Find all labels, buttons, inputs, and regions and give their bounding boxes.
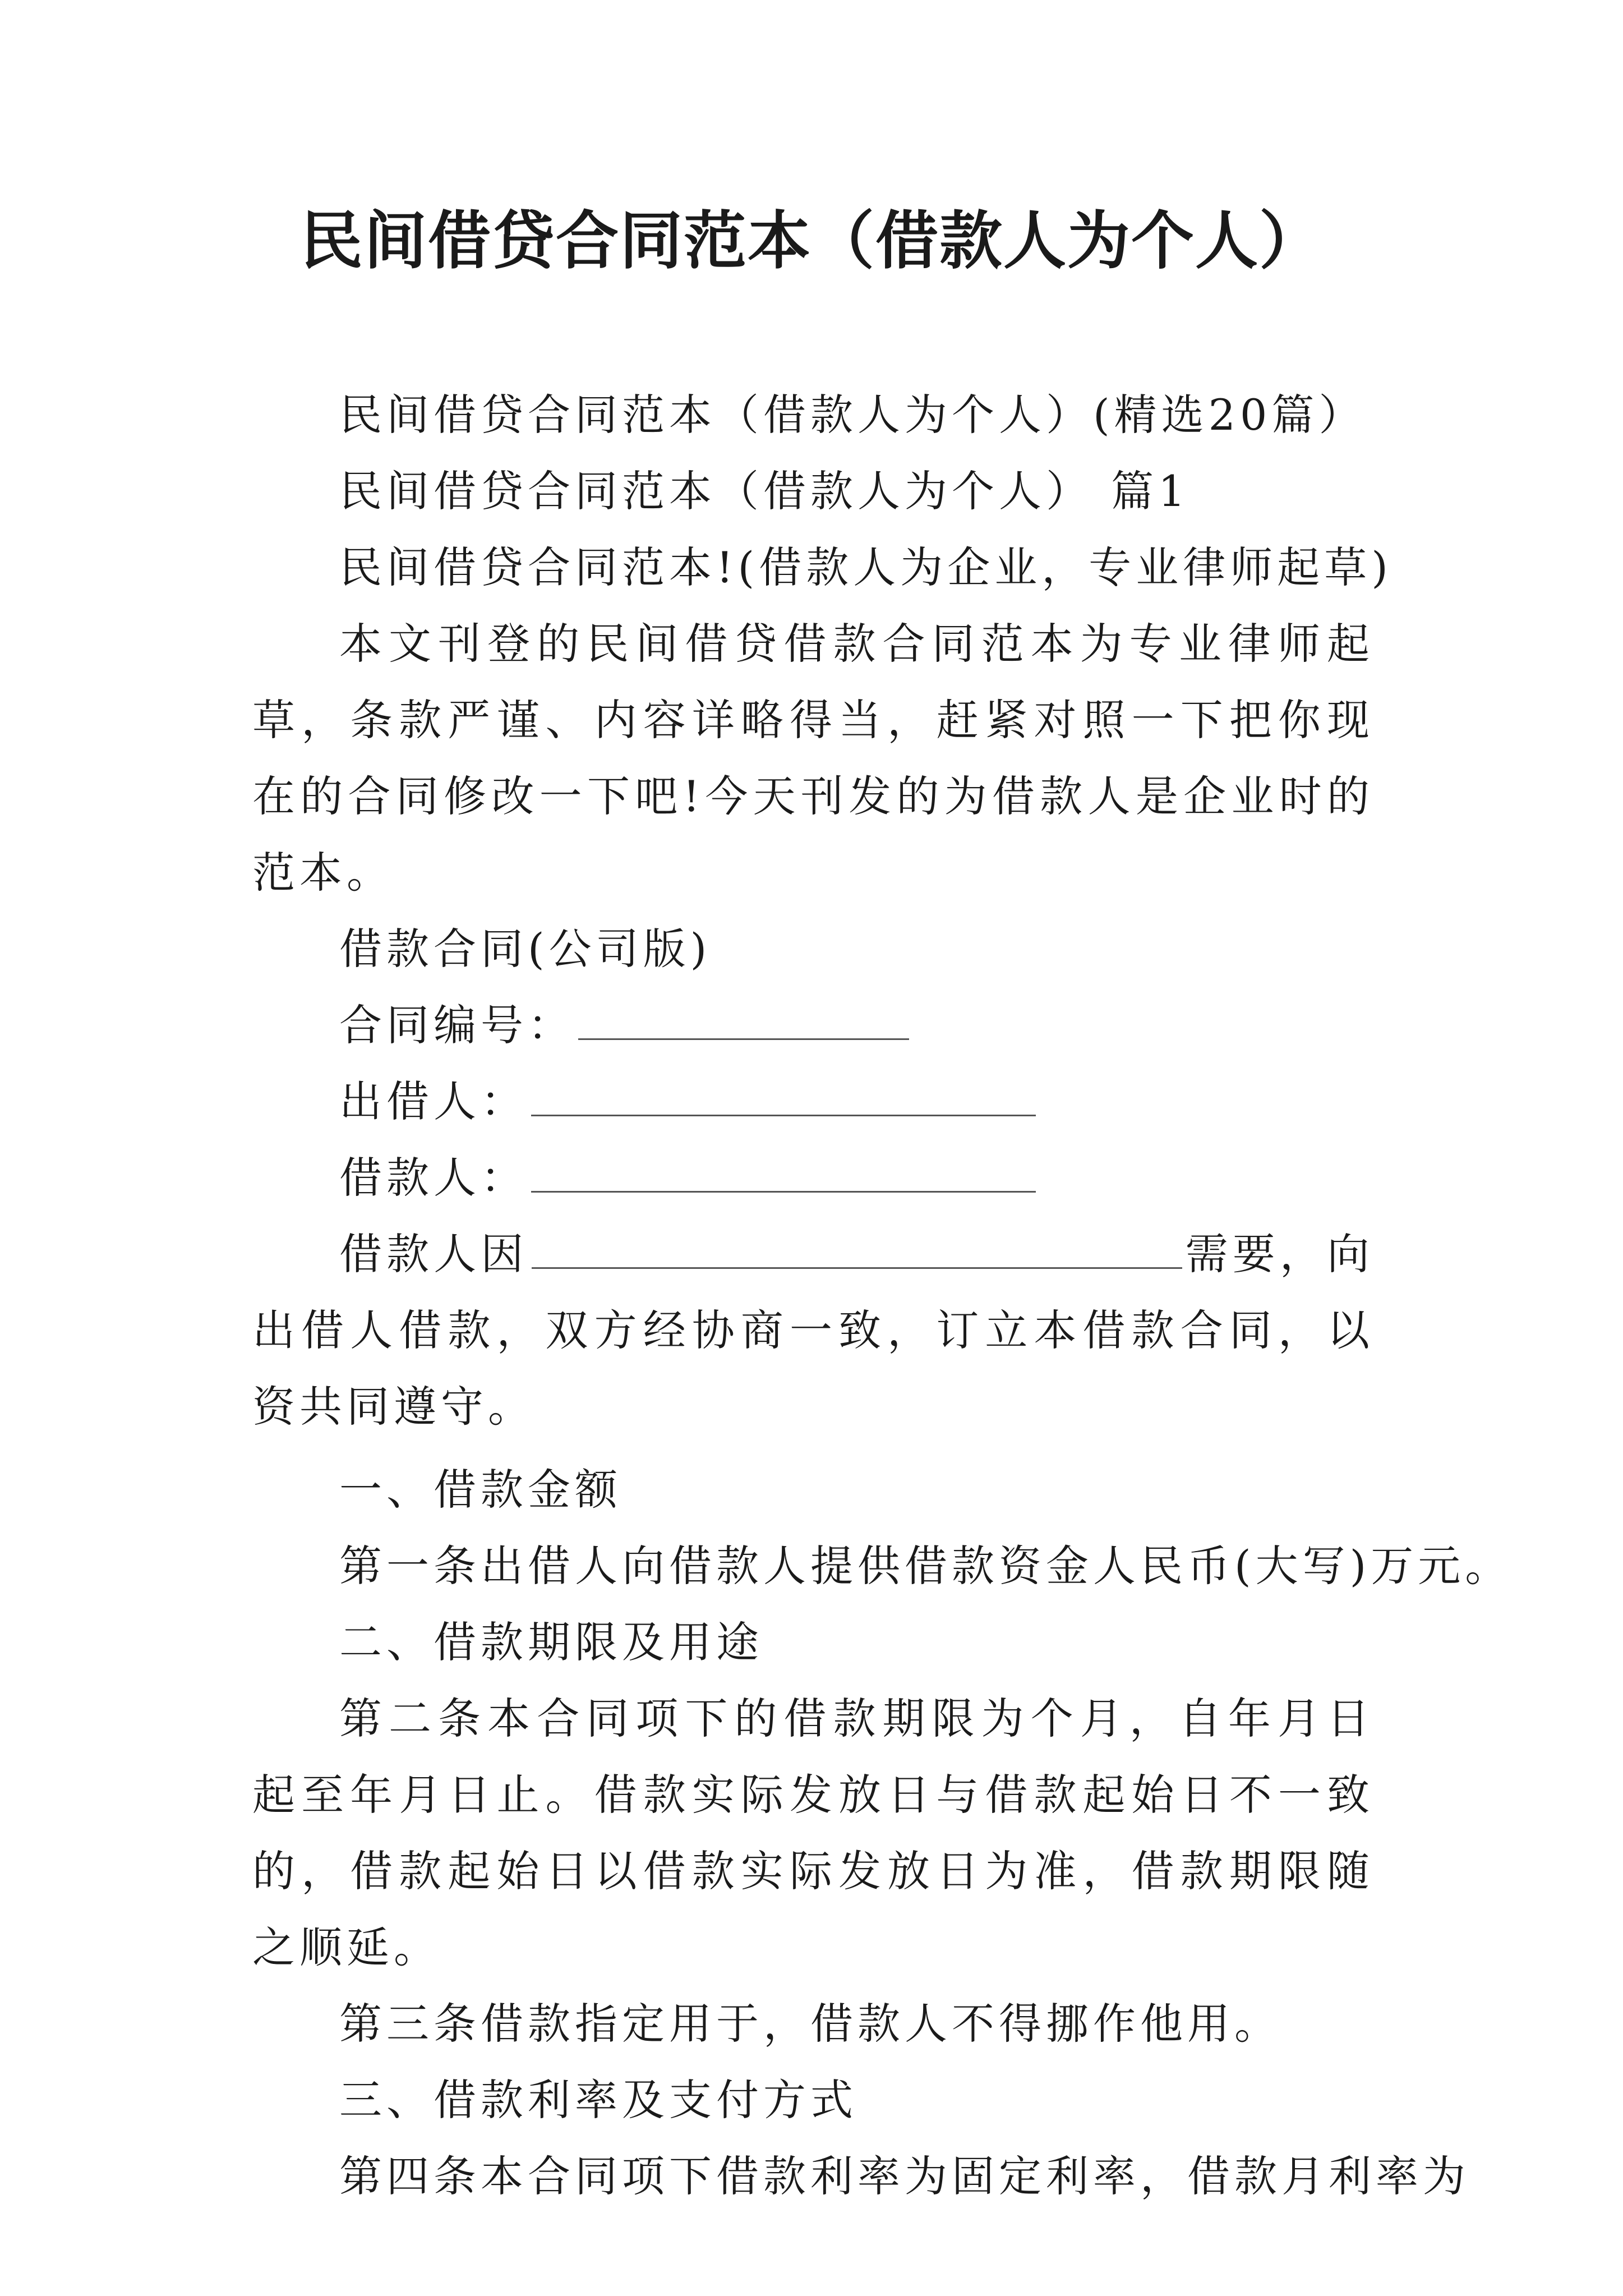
contract-number-blank — [578, 1002, 909, 1040]
lender-blank — [531, 1079, 1036, 1116]
document-body — [252, 377, 1513, 2215]
loan-reason-blank — [532, 1231, 1182, 1269]
article-3: 第三条借款指定用于，借款人不得挪作他用。 — [339, 1999, 1281, 2049]
article-4: 第四条本合同项下借款利率为固定利率，借款月利率为 — [339, 2151, 1470, 2201]
contract-number-line — [252, 987, 1374, 1064]
borrower-label: 借款人： — [339, 1153, 528, 1203]
loan-reason-suffix: 需要，向出借人借款，双方经协商一致，订立本借款合同，以资共同遵守。 — [252, 1229, 1374, 1432]
contract-number-label: 合同编号： — [339, 1000, 575, 1050]
borrower-line — [252, 1140, 1374, 1216]
document-title: 民间借贷合同范本（借款人为个人） — [300, 204, 1323, 278]
section-heading-interest: 三、借款利率及支付方式 — [339, 2075, 857, 2125]
section-heading-amount: 一、借款金额 — [339, 1465, 622, 1515]
article-1: 第一条出借人向借款人提供借款资金人民币(大写)万元。 — [339, 1541, 1513, 1591]
loan-reason-prefix: 借款人因 — [339, 1229, 528, 1279]
paragraph-template-heading: 民间借贷合同范本!(借款人为企业，专业律师起草) — [339, 542, 1393, 592]
article-2: 第二条本合同项下的借款期限为个月，自年月日起至年月日止。借款实际发放日与借款起始日不一致的，借款起始日以借款实际发放日为准，借款期限随之顺延。 — [252, 1694, 1374, 1972]
lender-label: 出借人： — [339, 1076, 528, 1126]
paragraph-part-heading: 民间借贷合同范本（借款人为个人） 篇1 — [339, 466, 1190, 516]
lender-line — [252, 1064, 1374, 1140]
section-heading-term: 二、借款期限及用途 — [339, 1617, 763, 1667]
borrower-blank — [531, 1155, 1036, 1193]
paragraph-intro: 本文刊登的民间借贷借款合同范本为专业律师起草，条款严谨、内容详略得当，赶紧对照一下把你现在的合同修改一下吧!今天刊发的为借款人是企业时的范本。 — [252, 619, 1374, 898]
paragraph-contract-name: 借款合同(公司版) — [339, 924, 712, 974]
paragraph-loan-reason — [252, 1216, 1374, 1445]
paragraph-collection-title: 民间借贷合同范本（借款人为个人）(精选20篇） — [339, 390, 1366, 440]
